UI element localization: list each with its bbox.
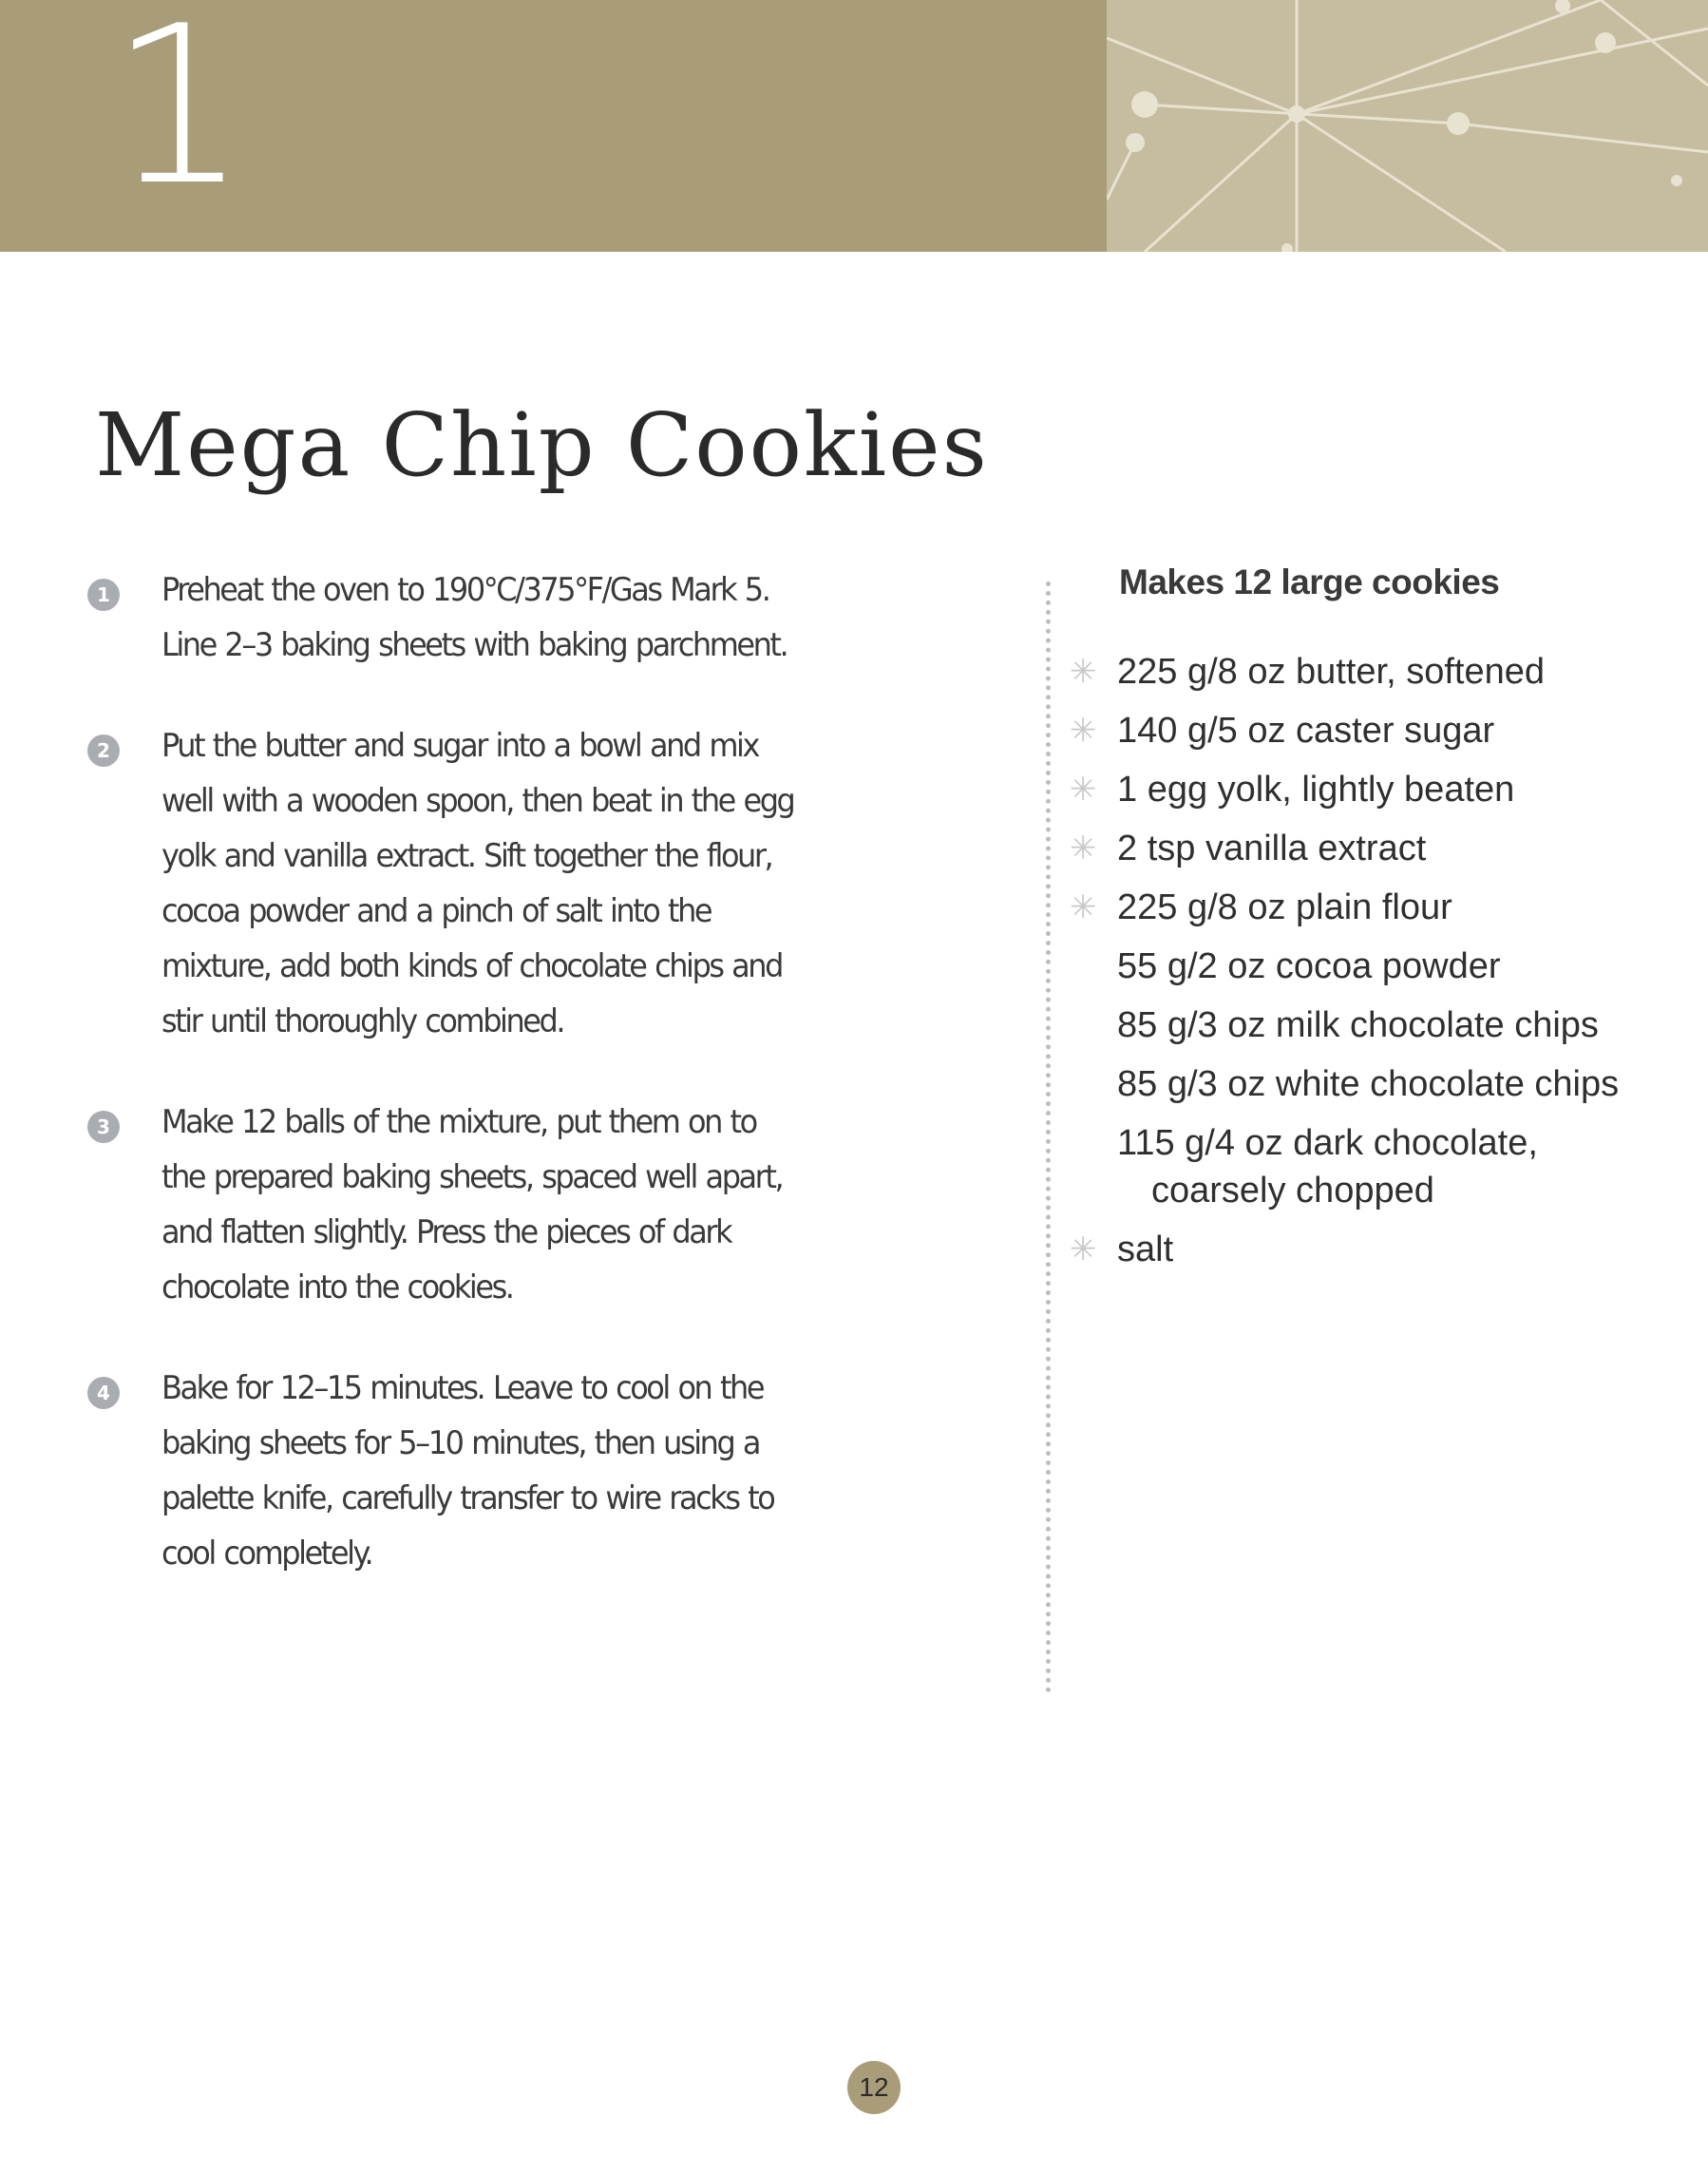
ingredient-item <box>1066 878 1702 937</box>
ingredient-text: 85 g/3 oz milk chocolate chips <box>1117 1005 1599 1045</box>
step-number-badge: 1 <box>87 579 120 611</box>
ingredient-text: 140 g/5 oz caster sugar <box>1117 711 1495 751</box>
ingredient-text: 85 g/3 oz white chocolate chips <box>1117 1064 1620 1104</box>
star-icon: ✳ <box>1070 653 1097 691</box>
recipe-yield: Makes 12 large cookies <box>1119 563 1500 601</box>
ingredient-text: 1 egg yolk, lightly beaten <box>1117 770 1515 810</box>
star-icon: ✳ <box>1070 712 1097 750</box>
method-step <box>87 1361 1028 1581</box>
step-number-badge: 4 <box>87 1377 120 1409</box>
step-text: Preheat the oven to 190°C/375°F/Gas Mark 5. Line 2–3 baking sheets with baking parchment. <box>161 571 788 664</box>
recipe-title: Mega Chip Cookies <box>95 394 989 496</box>
step-text: Make 12 balls of the mixture, put them on to the prepared baking sheets, spaced well apart, and flatten slightly. Press the pieces of dark chocolate into the cookies. <box>161 1103 783 1306</box>
ingredient-text: 2 tsp vanilla extract <box>1117 829 1427 868</box>
star-icon: ✳ <box>1070 1230 1097 1268</box>
method-step <box>87 718 1028 1049</box>
method-list <box>87 563 1028 1627</box>
ingredient-item <box>1066 760 1702 819</box>
ingredient-item <box>1066 996 1702 1055</box>
ingredient-item <box>1066 819 1702 878</box>
banner-pattern <box>1107 0 1708 252</box>
ingredient-item <box>1066 1220 1702 1279</box>
star-icon: ✳ <box>1070 830 1097 868</box>
ingredient-item <box>1066 937 1702 996</box>
chapter-number: 1 <box>109 0 249 234</box>
ingredient-text: salt <box>1117 1230 1174 1269</box>
method-step <box>87 563 1028 673</box>
ingredient-item <box>1066 1055 1702 1114</box>
ingredient-text: 55 g/2 oz cocoa powder <box>1117 946 1501 986</box>
chapter-banner <box>0 0 1708 252</box>
method-step <box>87 1095 1028 1315</box>
ingredient-text: 225 g/8 oz plain flour <box>1117 887 1452 927</box>
step-text: Bake for 12–15 minutes. Leave to cool on the baking sheets for 5–10 minutes, then using a palette knife, carefully transfer to wire racks to cool completely. <box>161 1369 774 1573</box>
ingredient-list <box>1066 642 1702 1279</box>
ingredient-item <box>1066 1114 1702 1220</box>
ingredient-text: 225 g/8 oz butter, softened <box>1117 652 1546 692</box>
network-pattern-icon <box>1107 0 1708 252</box>
step-number-badge: 2 <box>87 734 120 767</box>
step-number-badge: 3 <box>87 1111 120 1143</box>
ingredient-item <box>1066 701 1702 760</box>
ingredient-item <box>1066 642 1702 701</box>
ingredient-text: 115 g/4 oz dark chocolate, <box>1117 1123 1538 1163</box>
ingredient-text-continued: coarsely chopped <box>1151 1171 1434 1211</box>
dotted-divider <box>1046 582 1051 1693</box>
star-icon: ✳ <box>1070 771 1097 809</box>
page-number: 12 <box>847 2061 901 2114</box>
step-text: Put the butter and sugar into a bowl and mix well with a wooden spoon, then beat in the egg yolk and vanilla extract. Sift together the flour, cocoa powder and a pinch of salt into the mixture, add both kinds of chocolate chips and stir until thoroughly combined. <box>161 727 794 1040</box>
star-icon: ✳ <box>1070 888 1097 926</box>
